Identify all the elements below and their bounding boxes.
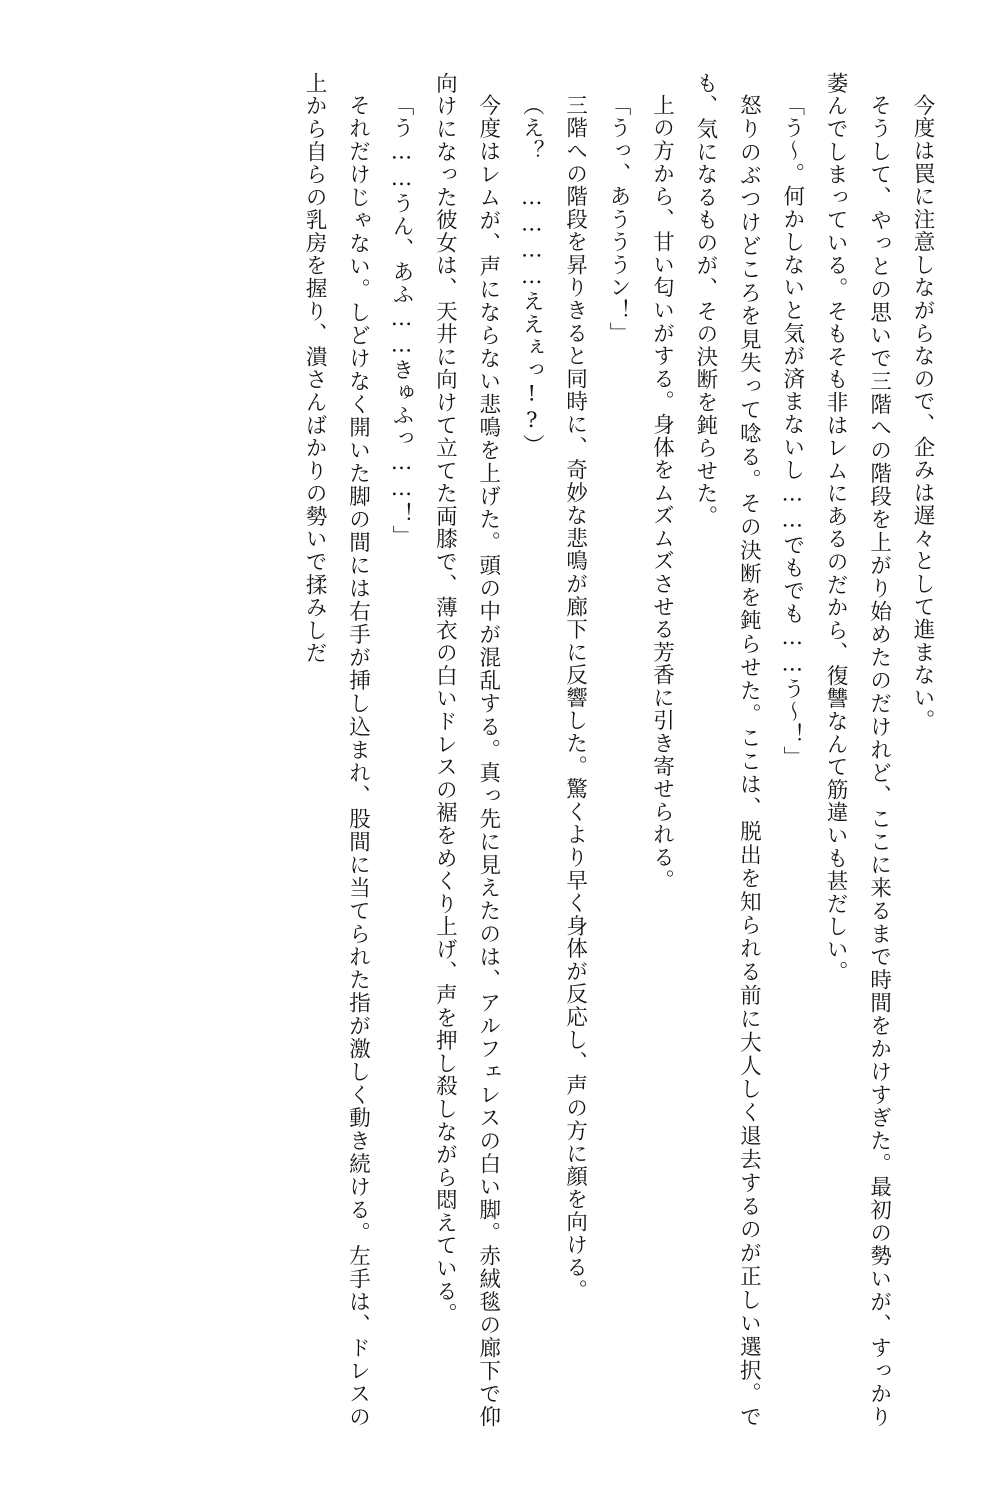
paragraph: 今度は罠に注意しながらなので、企みは遅々として進まない。 [910, 93, 935, 732]
paragraph: 「うっ、あうううン！」 [606, 93, 632, 345]
paragraph: 怒りのぶつけどころを見失って唸る。その決断を鈍らせた。ここは、脱出を知られる前に大人しく退去するのが正しい選択。でも、気になるものが、その決断を鈍らせた。 [692, 72, 762, 1428]
paragraph: 今度はレムが、声にならない悲鳴を上げた。頭の中が混乱する。真っ先に見えたのは、アルフェレスの白い脚。赤絨毯の廊下で仰向けになった彼女は、天井に向けて立てた両膝で、薄衣の白いドレスの裾をめくり上げ、声を押し殺しながら悶えている。 [432, 72, 501, 1428]
paragraph: 「う～。何かしないと気が済まないし……でもでも……う～！」 [779, 93, 805, 769]
paragraph: そうして、やっとの思いで三階への階段を上がり始めたのだけれど、ここに来るまで時間をかけすぎた。最初の勢いが、すっかり萎んでしまっている。そもそも非はレムにあるのだから、復讐なんて筋違いも甚だしい。 [823, 72, 892, 1428]
paragraph: それだけじゃない。しどけなく開いた脚の間には右手が挿し込まれ、股間に当てられた指が激しく動き続ける。左手は、ドレスの上から自らの乳房を握り、潰さんばかりの勢いで揉みしだ [302, 72, 371, 1428]
vertical-text-body [56, 72, 944, 1428]
paragraph: （え？ …………ええぇっ!?） [519, 93, 545, 457]
paragraph: 三階への階段を昇りきると同時に、奇妙な悲鳴が廊下に反響した。驚くより早く身体が反応し、声の方に顔を向ける。 [562, 93, 588, 1302]
paragraph: 上の方から、甘い匂いがする。身体をムズムズさせる芳香に引き寄せられる。 [649, 93, 675, 892]
paragraph: 「う……うん、あふ……きゅふっ……！」 [388, 93, 414, 548]
